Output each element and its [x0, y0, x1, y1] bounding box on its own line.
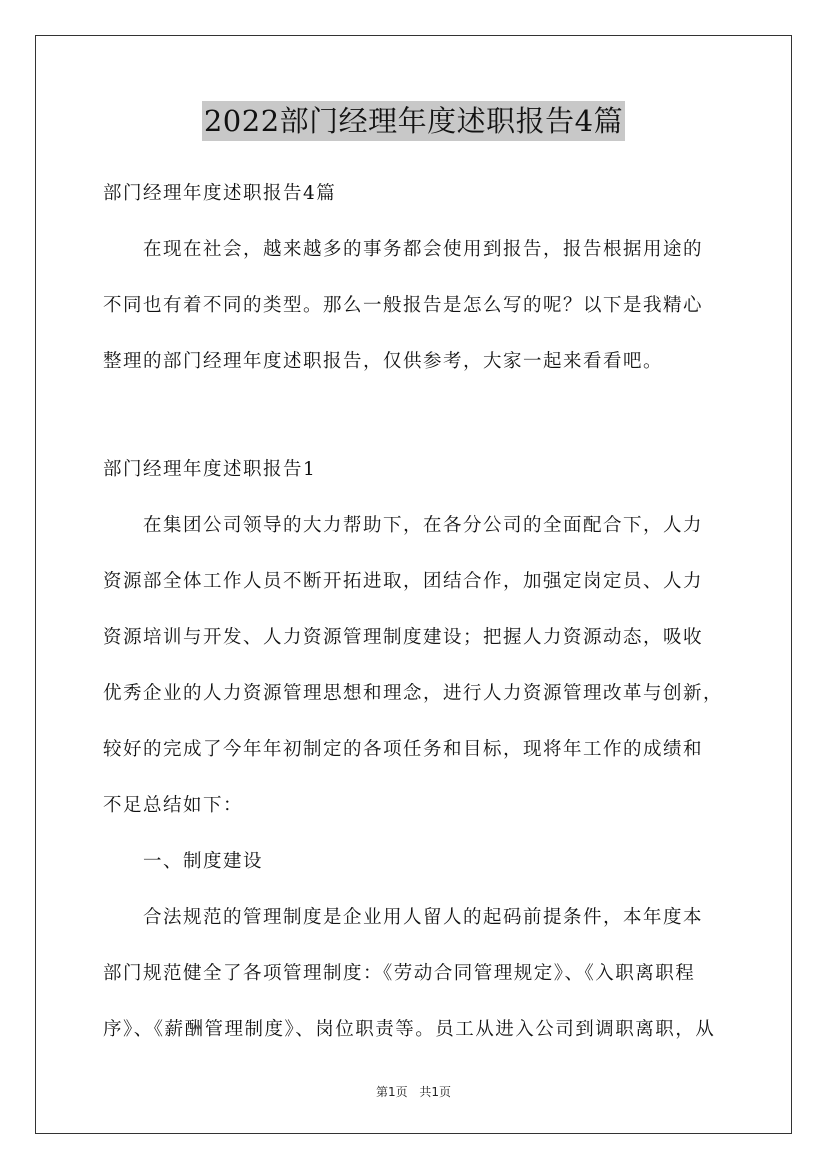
spacer: [103, 212, 743, 232]
title-wrap: [0, 101, 827, 141]
spacer: [103, 600, 743, 620]
spacer: [103, 824, 743, 844]
intro-line-1: 在现在社会，越来越多的事务都会使用到报告，报告根据用途的: [143, 239, 704, 260]
subsection1-heading: 一、制度建设: [143, 851, 264, 872]
spacer: [103, 768, 743, 788]
document-subtitle: 部门经理年度述职报告4篇: [103, 183, 337, 204]
spacer: [103, 380, 743, 452]
spacer: [103, 992, 743, 1012]
page-number: 第1页: [375, 1085, 408, 1099]
section1-line-6: 不足总结如下：: [103, 795, 244, 816]
section1-heading: 部门经理年度述职报告1: [103, 459, 317, 480]
intro-line-3: 整理的部门经理年度述职报告，仅供参考，大家一起来看看吧。: [103, 351, 664, 372]
document-body: [103, 176, 743, 1048]
section1-line-2: 资源部全体工作人员不断开拓进取，团结合作，加强定岗定员、人力: [103, 571, 704, 592]
spacer: [103, 880, 743, 900]
section1-line-5: 较好的完成了今年年初制定的各项任务和目标，现将年工作的成绩和: [103, 739, 704, 760]
spacer: [103, 712, 743, 732]
section1-line-1: 在集团公司领导的大力帮助下，在各分公司的全面配合下，人力: [143, 515, 704, 536]
spacer: [103, 936, 743, 956]
subsection1-line-1: 合法规范的管理制度是企业用人留人的起码前提条件，本年度本: [143, 907, 704, 928]
spacer: [103, 268, 743, 288]
intro-line-2: 不同也有着不同的类型。那么一般报告是怎么写的呢？以下是我精心: [103, 295, 704, 316]
spacer: [103, 324, 743, 344]
page-footer: [0, 1083, 827, 1100]
section1-line-4: 优秀企业的人力资源管理思想和理念，进行人力资源管理改革与创新，: [103, 683, 724, 704]
subsection1-line-3: 序》、《薪酬管理制度》、岗位职责等。员工从进入公司到调职离职，从: [103, 1019, 716, 1040]
subsection1-line-2: 部门规范健全了各项管理制度：《劳动合同管理规定》、《入职离职程: [103, 963, 696, 984]
document-title: 2022部门经理年度述职报告4篇: [202, 101, 625, 141]
section1-line-3: 资源培训与开发、人力资源管理制度建设；把握人力资源动态，吸收: [103, 627, 704, 648]
page-total: 共1页: [419, 1085, 452, 1099]
spacer: [103, 488, 743, 508]
spacer: [103, 656, 743, 676]
spacer: [103, 544, 743, 564]
